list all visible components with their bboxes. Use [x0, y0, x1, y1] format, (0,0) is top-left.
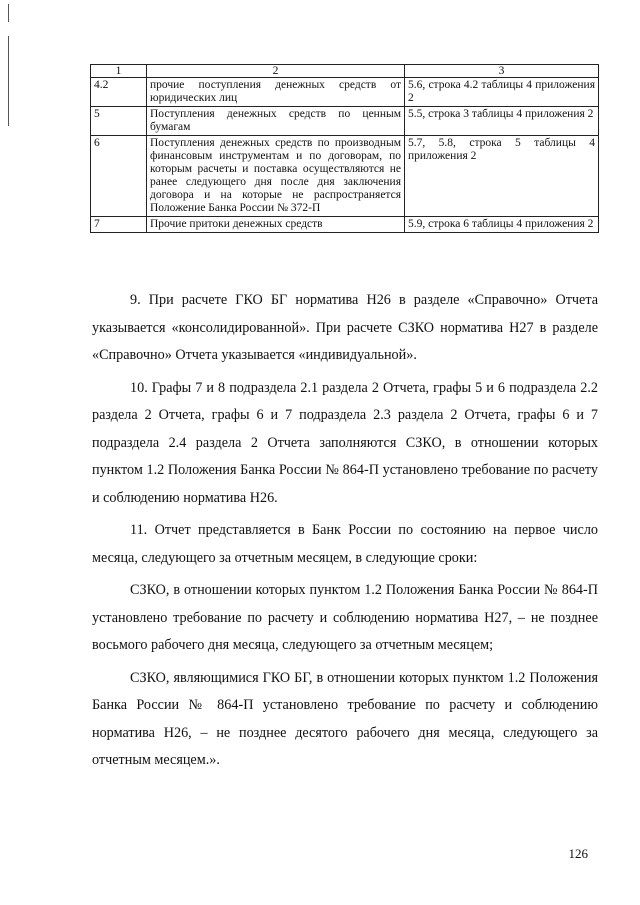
- row-reference: 5.6, строка 4.2 таблицы 4 приложения 2: [405, 78, 599, 107]
- page-number: 126: [568, 846, 588, 861]
- row-reference: 5.7, 5.8, строка 5 таблицы 4 приложения 2: [405, 136, 599, 217]
- row-description: Прочие притоки денежных средств: [147, 217, 405, 233]
- table-row: [91, 78, 599, 107]
- table-row: [91, 136, 599, 217]
- paragraph-11-deadline-n27: СЗКО, в отношении которых пунктом 1.2 Положения Банка России № 864-П установлено требование по расчету и соблюдению норматива Н27, – не позднее восьмого рабочего дня месяца, следующего за отчетным месяцем;: [92, 582, 598, 653]
- column-header: 3: [405, 65, 599, 78]
- row-description: Поступления денежных средств по ценным бумагам: [147, 107, 405, 136]
- paragraph-10: 10. Графы 7 и 8 подраздела 2.1 раздела 2 Отчета, графы 5 и 6 подраздела 2.2 раздела 2 Отчета, графы 6 и 7 подраздела 2.3 раздела 2 Отчета, графы 6 и 7 подраздела 2.4 раздела 2 Отчета заполняются СЗКО, в отношении которых пунктом 1.2 Положения Банка России № 864-П установлено требование по расчету и соблюдению норматива Н26.: [92, 379, 598, 506]
- row-number: 7: [91, 217, 147, 233]
- scan-edge-mark: [8, 36, 9, 126]
- table-header-row: [91, 65, 599, 78]
- reference-table: [90, 64, 598, 233]
- row-reference: 5.9, строка 6 таблицы 4 приложения 2: [405, 217, 599, 233]
- column-header: 1: [91, 65, 147, 78]
- table-row: [91, 107, 599, 136]
- row-number: 6: [91, 136, 147, 217]
- document-body: [92, 287, 598, 780]
- paragraph-9: 9. При расчете ГКО БГ норматива Н26 в разделе «Справочно» Отчета указывается «консолидированной». При расчете СЗКО норматива Н27 в разделе «Справочно» Отчета указывается «индивидуальной».: [92, 292, 598, 363]
- paragraph-11: 11. Отчет представляется в Банк России по состоянию на первое число месяца, следующего за отчетным месяцем, в следующие сроки:: [92, 522, 598, 566]
- column-header: 2: [147, 65, 405, 78]
- row-description: Поступления денежных средств по производным финансовым инструментам и по договорам, по которым расчеты и поставка осуществляются не ранее следующего дня после дня заключения договора и на которые не распространяется Положение Банка России № 372-П: [147, 136, 405, 217]
- row-number: 5: [91, 107, 147, 136]
- paragraph-11-deadline-n26: СЗКО, являющимися ГКО БГ, в отношении которых пунктом 1.2 Положения Банка России № 864-П установлено требование по расчету и соблюдению норматива Н26, – не позднее десятого рабочего дня месяца, следующего за отчетным месяцем.».: [92, 669, 598, 768]
- scan-edge-mark-top: [8, 4, 9, 22]
- table-row: [91, 217, 599, 233]
- row-description: прочие поступления денежных средств от юридических лиц: [147, 78, 405, 107]
- row-number: 4.2: [91, 78, 147, 107]
- row-reference: 5.5, строка 3 таблицы 4 приложения 2: [405, 107, 599, 136]
